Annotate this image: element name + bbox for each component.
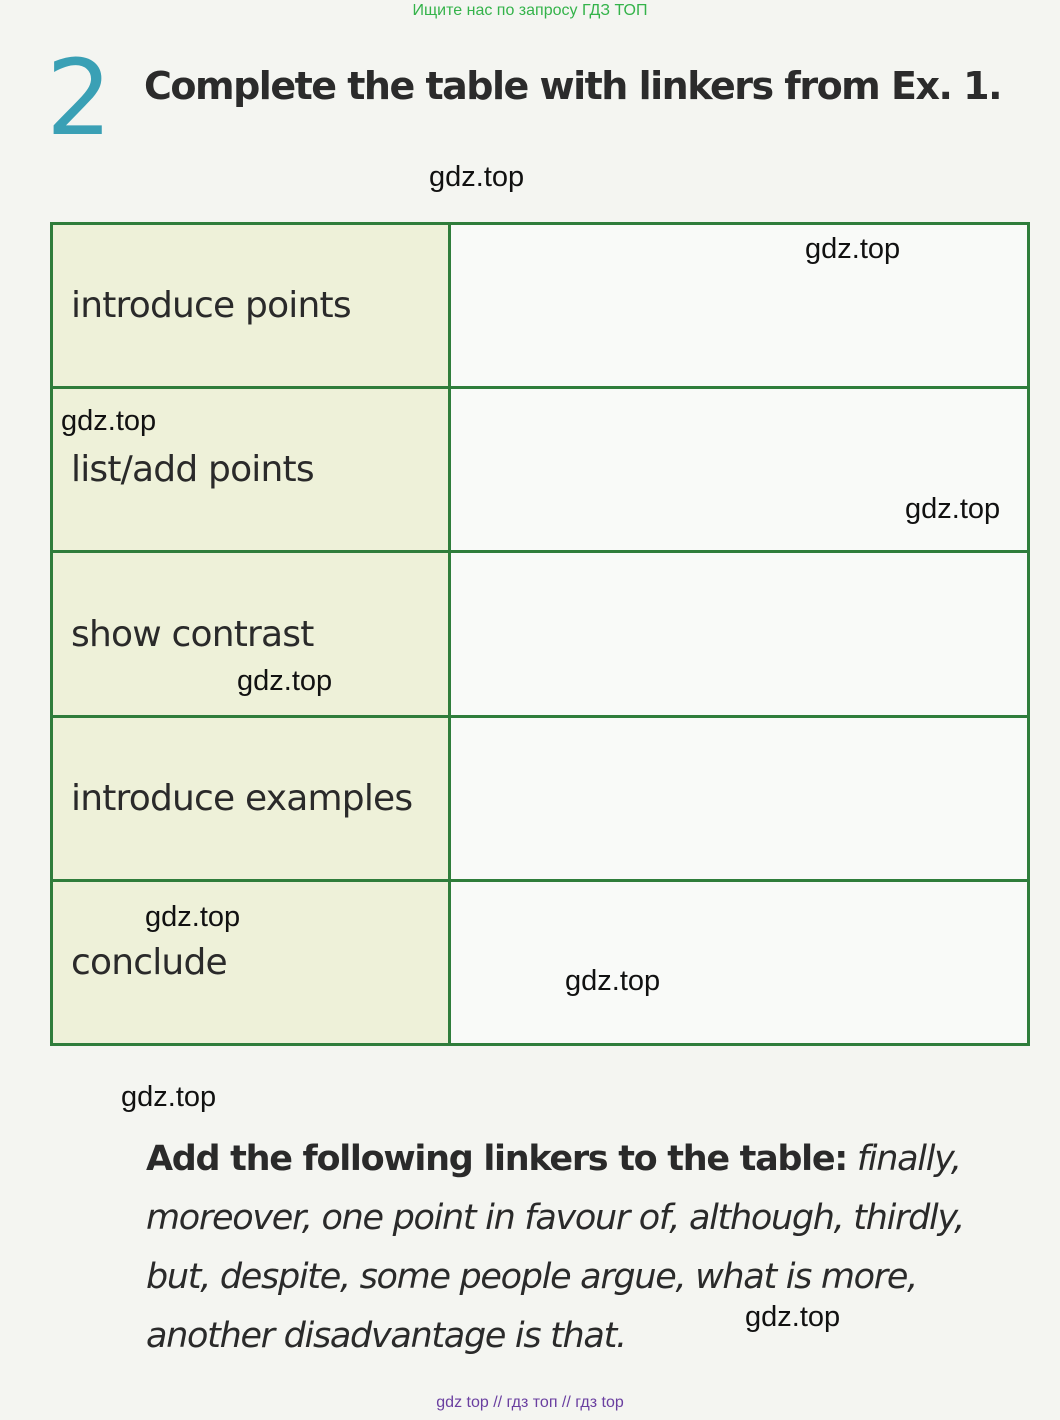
bottom-banner[interactable]: gdz top // гдз топ // гдз top [436,1394,624,1411]
row-label: introduce examples [53,718,451,879]
row-answer-cell[interactable] [451,718,1027,879]
task-linkers: finally, moreover, one point in favour of, although, thirdly, but, despite, some people argue, what is more, another disadvantage is that. [146,1139,964,1356]
watermark: gdz.top [805,233,901,265]
watermark: gdz.top [905,493,1001,525]
watermark: gdz.top [237,665,333,697]
watermark: gdz.top [745,1301,841,1333]
watermark: gdz.top [61,405,157,437]
table-row [53,553,1027,717]
row-answer-cell[interactable] [451,225,1027,386]
row-label: list/add points [53,389,451,550]
task-text [146,1130,1036,1366]
row-answer-cell[interactable] [451,882,1027,1043]
exercise-number: 2 [46,37,111,159]
exercise-instruction: Complete the table with linkers from Ex. 1. [144,64,1002,108]
watermark: gdz.top [429,161,525,193]
watermark: gdz.top [145,901,241,933]
row-label: show contrast [53,553,451,714]
table-row [53,389,1027,553]
table-row [53,718,1027,882]
watermark: gdz.top [121,1081,217,1113]
row-answer-cell[interactable] [451,389,1027,550]
task-lead: Add the following linkers to the table: [146,1139,847,1179]
row-answer-cell[interactable] [451,553,1027,714]
row-label: introduce points [53,225,451,386]
row-label: conclude [53,882,451,1043]
top-banner[interactable]: Ищите нас по запросу ГДЗ ТОП [412,2,648,19]
watermark: gdz.top [565,965,661,997]
